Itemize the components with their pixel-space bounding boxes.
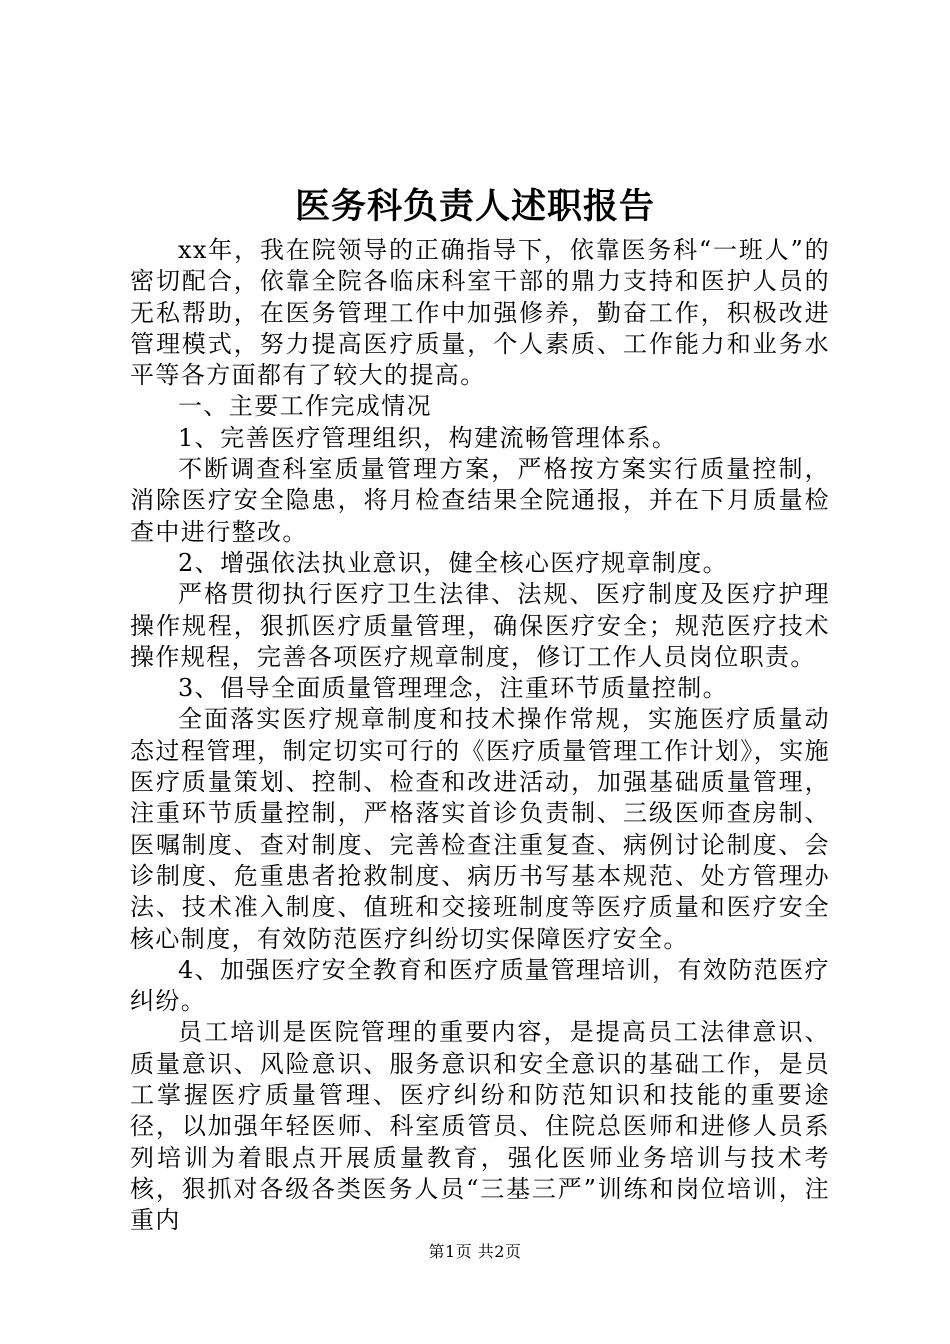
subheading-item-4: 4、加强医疗安全教育和医疗质量管理培训，有效防范医疗纠纷。	[130, 955, 830, 1016]
paragraph-intro: xx年，我在院领导的正确指导下，依靠医务科“一班人”的密切配合，依靠全院各临床科室干部的鼎力支持和医护人员的无私帮助，在医务管理工作中加强修养，勤奋工作，积极改进管理模式，努力提高医疗质量，个人素质、工作能力和业务水平等各方面都有了较大的提高。	[130, 236, 830, 390]
subheading-item-1: 1、完善医疗管理组织，构建流畅管理体系。	[178, 423, 678, 452]
section-heading-main-work: 一、主要工作完成情况	[178, 392, 432, 421]
page-number-footer: 第1页 共2页	[428, 1242, 522, 1261]
document-title: 医务科负责人述职报告	[294, 186, 655, 227]
document-body	[130, 235, 830, 1237]
subheading-item-3: 3、倡导全面质量管理理念，注重环节质量控制。	[178, 674, 729, 703]
subheading-item-2: 2、增强依法执业意识，健全核心医疗规章制度。	[178, 548, 729, 577]
paragraph-item-1: 不断调查科室质量管理方案，严格按方案实行质量控制，消除医疗安全隐患，将月检查结果全院通报，并在下月质量检查中进行整改。	[130, 455, 830, 546]
paragraph-item-2: 严格贯彻执行医疗卫生法律、法规、医疗制度及医疗护理操作规程，狠抓医疗质量管理，确保医疗安全；规范医疗技术操作规程，完善各项医疗规章制度，修订工作人员岗位职责。	[130, 580, 830, 671]
paragraph-item-3: 全面落实医疗规章制度和技术操作常规，实施医疗质量动态过程管理，制定切实可行的《医疗质量管理工作计划》，实施医疗质量策划、控制、检查和改进活动，加强基础质量管理，注重环节质量控制，严格落实首诊负责制、三级医师查房制、医嘱制度、查对制度、完善检查注重复查、病例讨论制度、会诊制度、危重患者抢救制度、病历书写基本规范、处方管理办法、技术准入制度、值班和交接班制度等医疗质量和医疗安全核心制度，有效防范医疗纠纷切实保障医疗安全。	[130, 705, 830, 953]
paragraph-item-4: 员工培训是医院管理的重要内容，是提高员工法律意识、质量意识、风险意识、服务意识和安全意识的基础工作，是员工掌握医疗质量管理、医疗纠纷和防范知识和技能的重要途径，以加强年轻医师、科室质管员、住院总医师和进修人员系列培训为着眼点开展质量教育，强化医师业务培训与技术考核，狠抓对各级各类医务人员“三基三严”训练和岗位培训，注重内	[130, 1018, 830, 1235]
